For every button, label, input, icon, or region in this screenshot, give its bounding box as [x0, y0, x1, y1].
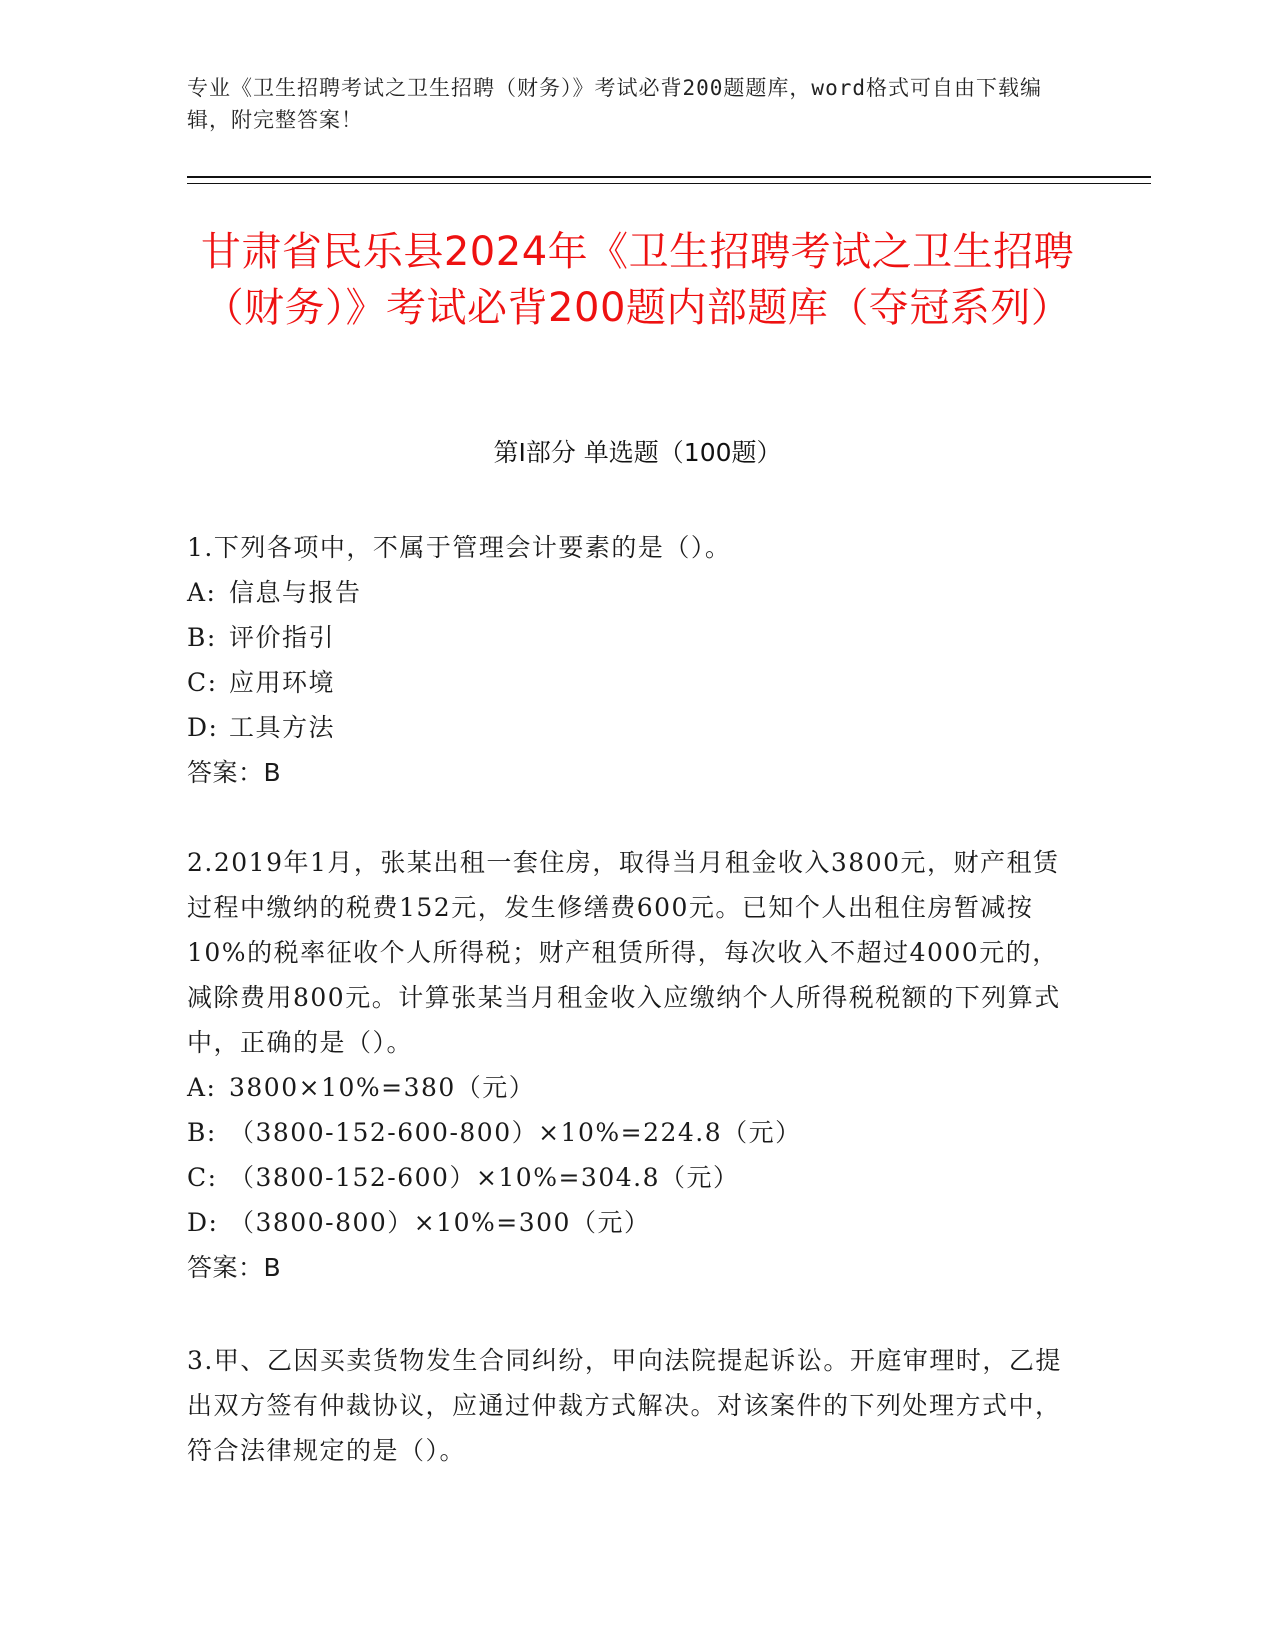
option-key: C: [187, 1163, 218, 1192]
option-key: D: [187, 713, 219, 742]
document-title: 甘肃省民乐县2024年《卫生招聘考试之卫生招聘（财务）》考试必背200题内部题库（夺冠系列） [200, 229, 1075, 331]
answer-line: 答案：B [187, 1253, 282, 1282]
option-b [187, 615, 1077, 660]
question-stem: 3.甲、乙因买卖货物发生合同纠纷，甲向法院提起诉讼。开庭审理时，乙提出双方签有仲裁协议，应通过仲裁方式解决。对该案件的下列处理方式中，符合法律规定的是（）。 [187, 1346, 1062, 1465]
header-rule-thick [187, 176, 1151, 178]
option-d [187, 1200, 1077, 1245]
option-text: （3800-800）×10%=300（元） [229, 1208, 651, 1237]
option-key: B: [187, 1118, 217, 1147]
option-c [187, 1155, 1077, 1200]
option-key: A: [187, 1073, 217, 1102]
question-stem: 1.下列各项中，不属于管理会计要素的是（）。 [187, 533, 732, 562]
option-key: B: [187, 623, 217, 652]
header-rule-thin [187, 183, 1151, 184]
question-3 [187, 1338, 1077, 1473]
option-key: A: [187, 578, 217, 607]
option-key: C: [187, 668, 218, 697]
option-text: 3800×10%=380（元） [229, 1073, 536, 1102]
header-note: 专业《卫生招聘考试之卫生招聘（财务）》考试必背200题题库，word格式可自由下载编辑，附完整答案！ [187, 76, 1042, 132]
section-heading: 第Ⅰ部分 单选题（100题） [493, 438, 782, 467]
question-stem: 2.2019年1月，张某出租一套住房，取得当月租金收入3800元，财产租赁过程中缴纳的税费152元，发生修缮费600元。已知个人出租住房暂减按10%的税率征收个人所得税；财产租赁所得，每次收入不超过4000元的，减除费用800元。计算张某当月租金收入应缴纳个人所得税税额的下列算式中，正确的是（）。 [187, 848, 1061, 1057]
question-1 [187, 525, 1077, 795]
option-text: 应用环境 [229, 668, 336, 697]
option-text: （3800-152-600-800）×10%=224.8（元） [229, 1118, 802, 1147]
option-d [187, 705, 1077, 750]
option-text: 信息与报告 [229, 578, 362, 607]
option-a [187, 1065, 1077, 1110]
question-2 [187, 840, 1077, 1290]
option-key: D: [187, 1208, 219, 1237]
answer-line: 答案：B [187, 758, 282, 787]
option-text: （3800-152-600）×10%=304.8（元） [229, 1163, 740, 1192]
option-text: 评价指引 [229, 623, 336, 652]
option-c [187, 660, 1077, 705]
option-text: 工具方法 [229, 713, 336, 742]
option-a [187, 570, 1077, 615]
option-b [187, 1110, 1077, 1155]
